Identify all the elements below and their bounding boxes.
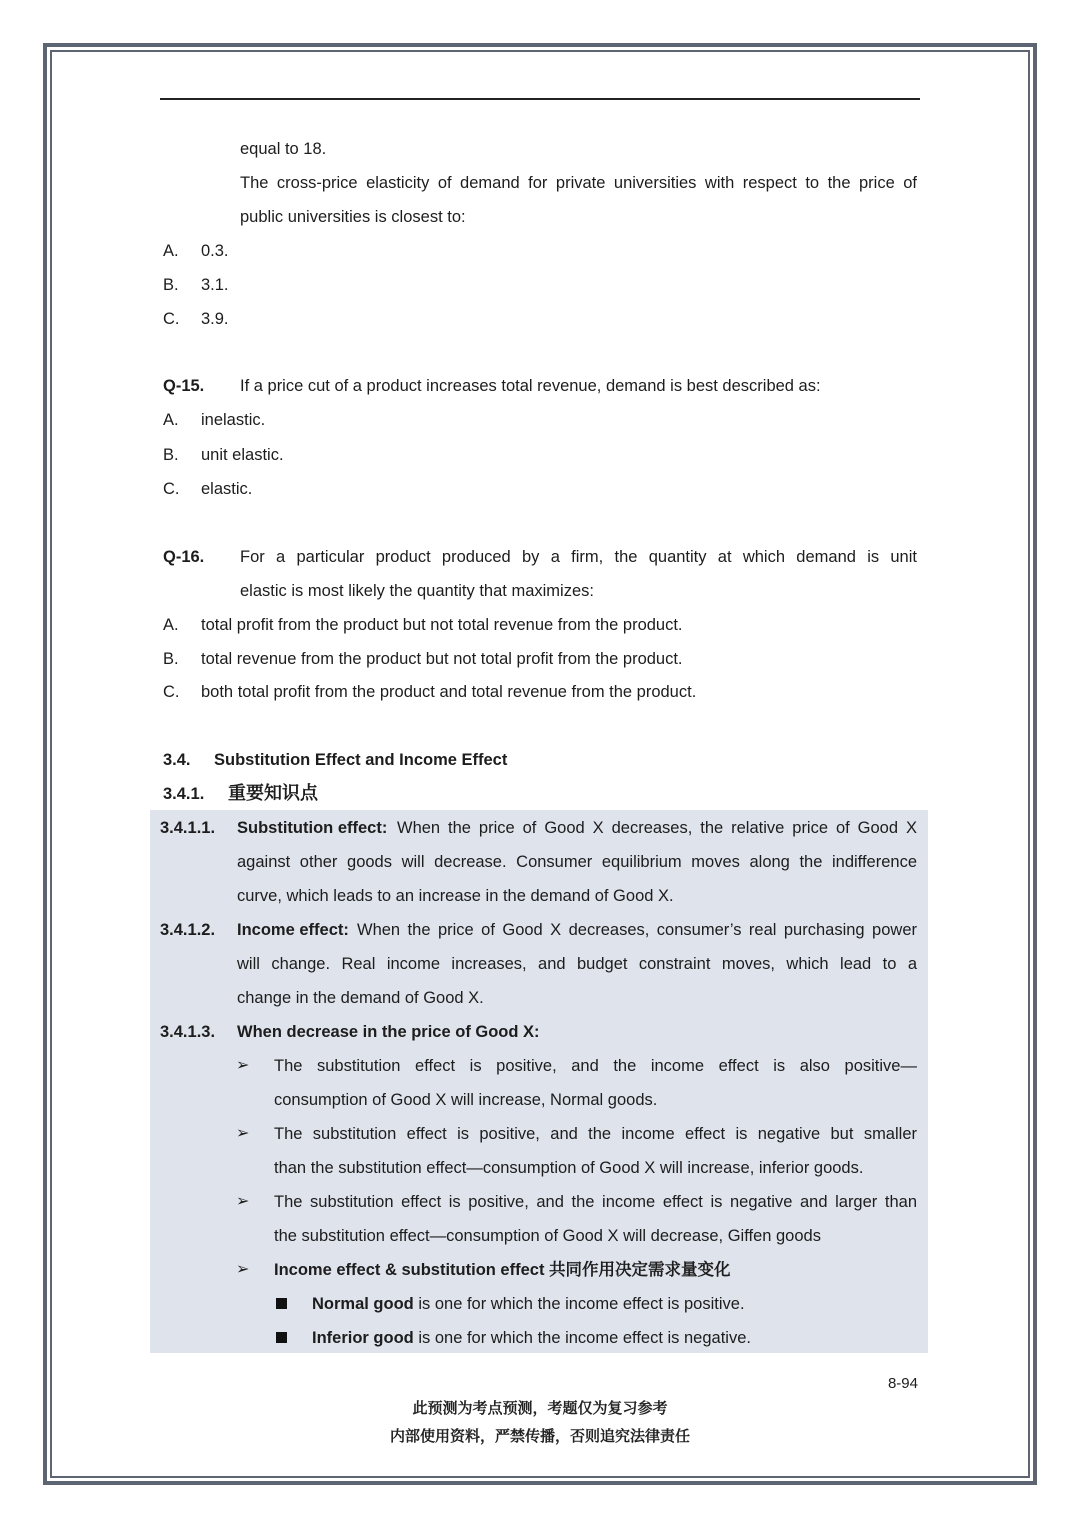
q15-option-b-text: unit elastic. bbox=[201, 446, 284, 464]
point-2-line-3: change in the demand of Good X. bbox=[237, 989, 484, 1007]
bullet-1-line-1: The substitution effect is positive, and the income effect is also positive— bbox=[274, 1057, 917, 1075]
sub-bullet-2-text: is one for which the income effect is negative. bbox=[418, 1329, 751, 1347]
subsection-title: 重要知识点 bbox=[228, 783, 318, 803]
q16-option-b-text: total revenue from the product but not total profit from the product. bbox=[201, 650, 683, 668]
arrow-bullet-icon: ➢ bbox=[236, 1261, 250, 1278]
footer-line-1: 此预测为考点预测，考题仅为复习参考 bbox=[412, 1400, 668, 1417]
q16-option-a-text: total profit from the product but not total revenue from the product. bbox=[201, 616, 683, 634]
subsection-number: 3.4.1. bbox=[163, 785, 205, 803]
sub-bullet-2-term: Inferior good bbox=[312, 1329, 414, 1347]
square-bullet-icon bbox=[276, 1298, 287, 1309]
section-title: Substitution Effect and Income Effect bbox=[214, 751, 508, 769]
intro-line-2: The cross-price elasticity of demand for private universities with respect to the price of bbox=[240, 174, 917, 192]
q16-option-c-letter: C. bbox=[163, 683, 180, 701]
q16-option-a-letter: A. bbox=[163, 616, 179, 634]
intro-option-c-letter: C. bbox=[163, 310, 180, 328]
q16-question-line-1: For a particular product produced by a firm, the quantity at which demand is unit bbox=[240, 548, 917, 566]
header-rule bbox=[160, 98, 920, 100]
intro-option-b-text: 3.1. bbox=[201, 276, 229, 294]
point-1-line-3: curve, which leads to an increase in the demand of Good X. bbox=[237, 887, 674, 905]
footer-line-2: 内部使用资料，严禁传播，否则追究法律责任 bbox=[389, 1428, 690, 1445]
sub-bullet-1-text: is one for which the income effect is positive. bbox=[418, 1295, 745, 1313]
bullet-4-line-1: Income effect & substitution effect 共同作用决定需求量变化 bbox=[274, 1261, 731, 1279]
point-2-number: 3.4.1.2. bbox=[160, 921, 216, 939]
intro-line-1: equal to 18. bbox=[240, 140, 327, 158]
point-2-line-2: will change. Real income increases, and budget constraint moves, which lead to a bbox=[237, 955, 917, 973]
square-bullet-icon bbox=[276, 1332, 287, 1343]
point-1-line-2: against other goods will decrease. Consumer equilibrium moves along the indifference bbox=[237, 853, 917, 871]
q15-number: Q-15. bbox=[163, 377, 205, 395]
point-1-number: 3.4.1.1. bbox=[160, 819, 216, 837]
q16-option-b-letter: B. bbox=[163, 650, 179, 668]
q15-option-a-text: inelastic. bbox=[201, 411, 266, 429]
intro-option-c-text: 3.9. bbox=[201, 310, 229, 328]
section-number: 3.4. bbox=[163, 751, 191, 769]
intro-option-a-letter: A. bbox=[163, 242, 179, 260]
sub-bullet-1-term: Normal good bbox=[312, 1295, 414, 1313]
arrow-bullet-icon: ➢ bbox=[236, 1125, 250, 1142]
intro-option-b-letter: B. bbox=[163, 276, 179, 294]
point-1-line-1: When the price of Good X decreases, the relative price of Good X bbox=[397, 819, 917, 837]
point-2-line-1: When the price of Good X decreases, consumer’s real purchasing power bbox=[357, 921, 917, 939]
intro-option-a-text: 0.3. bbox=[201, 242, 229, 260]
q15-question: If a price cut of a product increases total revenue, demand is best described as: bbox=[240, 377, 821, 395]
bullet-3-line-1: The substitution effect is positive, and the income effect is negative and larger than bbox=[274, 1193, 917, 1211]
q16-option-c-text: both total profit from the product and total revenue from the product. bbox=[201, 683, 697, 701]
q16-question-line-2: elastic is most likely the quantity that maximizes: bbox=[240, 582, 594, 600]
bullet-2-line-1: The substitution effect is positive, and the income effect is negative but smaller bbox=[274, 1125, 917, 1143]
bullet-2-line-2: than the substitution effect—consumption of Good X will increase, inferior goods. bbox=[274, 1159, 864, 1177]
sub-bullet-1 bbox=[312, 1293, 745, 1315]
point-3-title: When decrease in the price of Good X: bbox=[237, 1023, 540, 1041]
point-1-term: Substitution effect: bbox=[237, 819, 388, 837]
bullet-1-line-2: consumption of Good X will increase, Normal goods. bbox=[274, 1091, 658, 1109]
arrow-bullet-icon: ➢ bbox=[236, 1057, 250, 1074]
q16-number: Q-16. bbox=[163, 548, 205, 566]
arrow-bullet-icon: ➢ bbox=[236, 1193, 250, 1210]
point-3-number: 3.4.1.3. bbox=[160, 1023, 216, 1041]
q15-option-c-letter: C. bbox=[163, 480, 180, 498]
q15-option-a-letter: A. bbox=[163, 411, 179, 429]
q15-option-c-text: elastic. bbox=[201, 480, 253, 498]
intro-line-3: public universities is closest to: bbox=[240, 208, 466, 226]
bullet-3-line-2: the substitution effect—consumption of Good X will decrease, Giffen goods bbox=[274, 1227, 821, 1245]
point-2-term: Income effect: bbox=[237, 921, 349, 939]
sub-bullet-2 bbox=[312, 1327, 751, 1349]
page-number: 8-94 bbox=[887, 1375, 918, 1392]
q15-option-b-letter: B. bbox=[163, 446, 179, 464]
